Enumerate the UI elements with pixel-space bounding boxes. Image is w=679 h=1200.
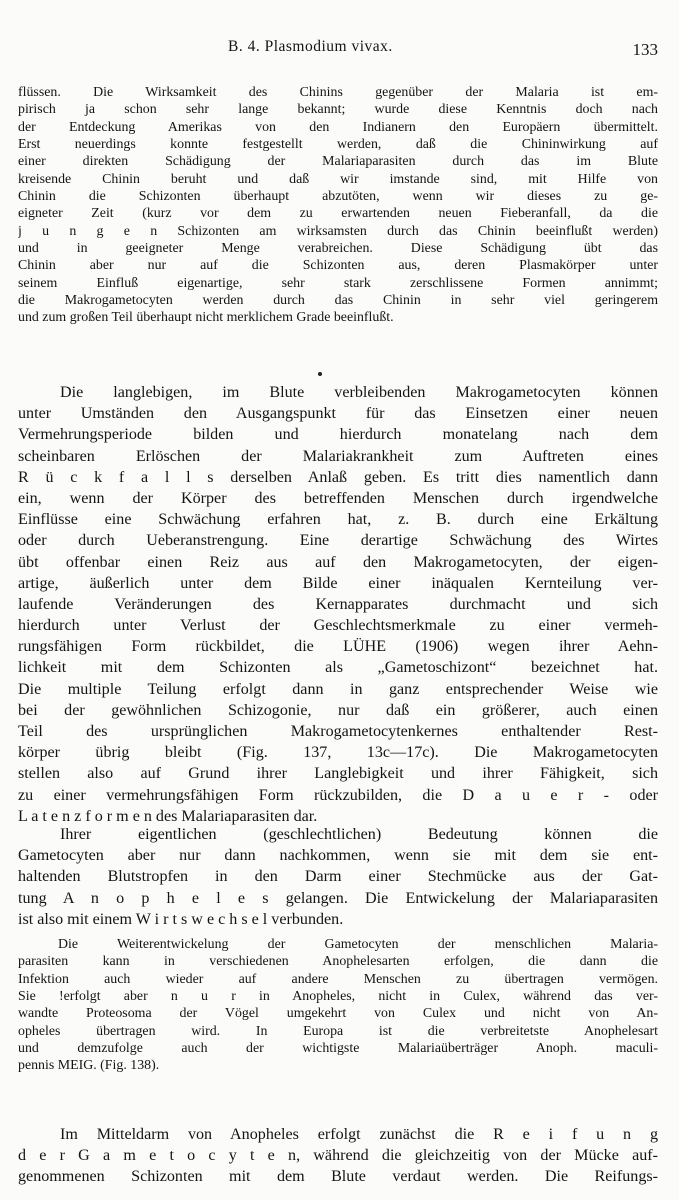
- text-line: bei der gewöhnlichen Schizogonie, nur daß ein größerer, auch einen: [18, 701, 658, 719]
- text-line: wandte Proteosoma der Vögel umgekehrt von Culex und nicht von An-: [18, 1006, 658, 1022]
- running-title: B. 4. Plasmodium vivax.: [228, 38, 393, 55]
- text-line: pirisch ja schon sehr lange bekannt; wurde diese Kenntnis doch nach: [18, 102, 658, 118]
- text-line: scheinbaren Erlöschen der Malariakrankheit zum Auftreten eines: [18, 447, 658, 465]
- text-line: Vermehrungsperiode bilden und hierdurch monatelang nach dem: [18, 426, 658, 444]
- text-line: Ihrer eigentlichen (geschlechtlichen) Bedeutung können die: [60, 826, 658, 843]
- text-line: körper übrig bleibt (Fig. 137, 13c—17c). Die Makrogametocyten: [18, 744, 658, 762]
- print-speck: [318, 372, 322, 376]
- text-line: Die multiple Teilung erfolgt dann in ganz entsprechender Weise wie: [18, 680, 658, 698]
- text-line: Gametocyten aber nur dann nachkommen, wenn sie mit dem sie ent-: [18, 847, 658, 865]
- text-line: j u n g e n Schizonten am wirksamsten durch das Chinin beeinflußt werden): [18, 223, 658, 239]
- text-line: Infektion auch wieder auf andere Menschen zu übertragen vermögen.: [18, 971, 658, 987]
- text-line: eigneter Zeit (kurz vor dem zu erwartenden neuen Fieberanfall, da die: [18, 206, 658, 222]
- text-line: Einflüsse eine Schwächung erfahren hat, z. B. durch eine Erkältung: [18, 511, 658, 529]
- text-line: der Entdeckung Amerikas von den Indianern den Europäern übermittelt.: [18, 119, 658, 135]
- paragraph-anopheles: [18, 936, 658, 1075]
- text-line: Die langlebigen, im Blute verbleibenden Makrogametocyten können: [60, 384, 658, 401]
- text-line: laufende Veränderungen des Kernapparates durchmacht und sich: [18, 595, 658, 613]
- text-line: ein, wenn der Körper des betreffenden Menschen durch irgendwelche: [18, 489, 658, 507]
- text-line: artige, äußerlich unter dem Bilde einer inäqualen Kernteilung ver-: [18, 574, 658, 592]
- text-line: unter Umständen den Ausgangspunkt für das Einsetzen einer neuen: [18, 405, 658, 423]
- text-line: tung A n o p h e l e s gelangen. Die Entwickelung der Malariaparasiten: [18, 889, 658, 907]
- text-line: zu einer vermehrungsfähigen Form rückzubilden, die D a u e r - oder: [18, 786, 658, 804]
- text-line: Chinin die Schizonten überhaupt abzutöten, wenn wir dieses zu ge-: [18, 189, 658, 205]
- text-line: Die Weiterentwickelung der Gametocyten der menschlichen Malaria-: [58, 937, 658, 952]
- text-line: flüssen. Die Wirksamkeit des Chinins gegenüber der Malaria ist em-: [18, 85, 658, 100]
- text-line: oder durch Ueberanstrengung. Eine derartige Schwächung des Wirtes: [18, 532, 658, 550]
- paragraph-wirtswechsel: [18, 824, 658, 930]
- text-line: seinem Einfluß eigenartige, sehr stark zerschlissene Formen annimmt;: [18, 275, 658, 291]
- text-line: haltenden Blutstropfen in den Darm einer Stechmücke aus der Gat-: [18, 868, 658, 886]
- text-line: Im Mitteldarm von Anopheles erfolgt zunächst die R e i f u n g: [60, 1126, 658, 1143]
- text-line: und demzufolge auch der wichtigste Malariaüberträger Anoph. maculi-: [18, 1041, 658, 1057]
- paragraph-makrogametocyten: [18, 382, 658, 827]
- text-line: ist also mit einem W i r t s w e c h s e l verbunden.: [18, 910, 344, 928]
- text-line: kreisende Chinin beruht und daß wir imstande sind, mit Hilfe von: [18, 171, 658, 187]
- text-line: und zum großen Teil überhaupt nicht merklichem Grade beeinflußt.: [18, 310, 394, 326]
- text-line: übt offenbar einen Reiz aus auf den Makrogametocyten, der eigen-: [18, 553, 658, 571]
- text-line: L a t e n z f o r m e n des Malariaparasiten dar.: [18, 807, 318, 825]
- book-page: [18, 0, 660, 1200]
- text-line: parasiten kann in verschiedenen Anophelesarten erfolgen, die dann die: [18, 954, 658, 970]
- text-line: pennis MEIG. (Fig. 138).: [18, 1058, 160, 1074]
- text-line: rungsfähigen Form rückbildet, die LÜHE (1906) wegen ihrer Aehn-: [18, 638, 658, 656]
- paragraph-chinin: [18, 84, 658, 327]
- page-number: 133: [632, 40, 658, 59]
- text-line: Chinin aber nur auf die Schizonten aus, deren Plasmakörper unter: [18, 258, 658, 274]
- text-line: genommenen Schizonten mit dem Blute verdaut werden. Die Reifungs-: [18, 1168, 658, 1186]
- text-line: einer direkten Schädigung der Malariaparasiten durch das im Blute: [18, 154, 658, 170]
- text-line: Teil des ursprünglichen Makrogametocytenkernes enthaltender Rest-: [18, 723, 658, 740]
- text-line: stellen also auf Grund ihrer Langlebigkeit und ihrer Fähigkeit, sich: [18, 765, 658, 783]
- text-line: hierdurch unter Verlust der Geschlechtsmerkmale zu einer vermeh-: [18, 617, 658, 635]
- text-line: opheles übertragen wird. In Europa ist die verbreitetste Anophelesart: [18, 1023, 658, 1039]
- text-line: d e r G a m e t o c y t e n, während die gleichzeitig von der Mücke auf-: [18, 1147, 658, 1165]
- text-line: Erst neuerdings konnte festgestellt werden, daß die Chininwirkung auf: [18, 137, 658, 153]
- text-line: Sie !erfolgt aber n u r in Anopheles, nicht in Culex, während das ver-: [18, 989, 658, 1005]
- text-line: R ü c k f a l l s derselben Anlaß geben. Es tritt dies namentlich dann: [18, 468, 658, 486]
- page-header: [18, 38, 660, 62]
- text-line: lichkeit mit dem Schizonten als „Gametoschizont“ bezeichnet hat.: [18, 659, 658, 677]
- paragraph-mitteldarm: [18, 1124, 658, 1188]
- text-line: und in geeigneter Menge verabreichen. Diese Schädigung übt das: [18, 241, 658, 257]
- text-line: die Makrogametocyten werden durch das Chinin in sehr viel geringerem: [18, 293, 658, 309]
